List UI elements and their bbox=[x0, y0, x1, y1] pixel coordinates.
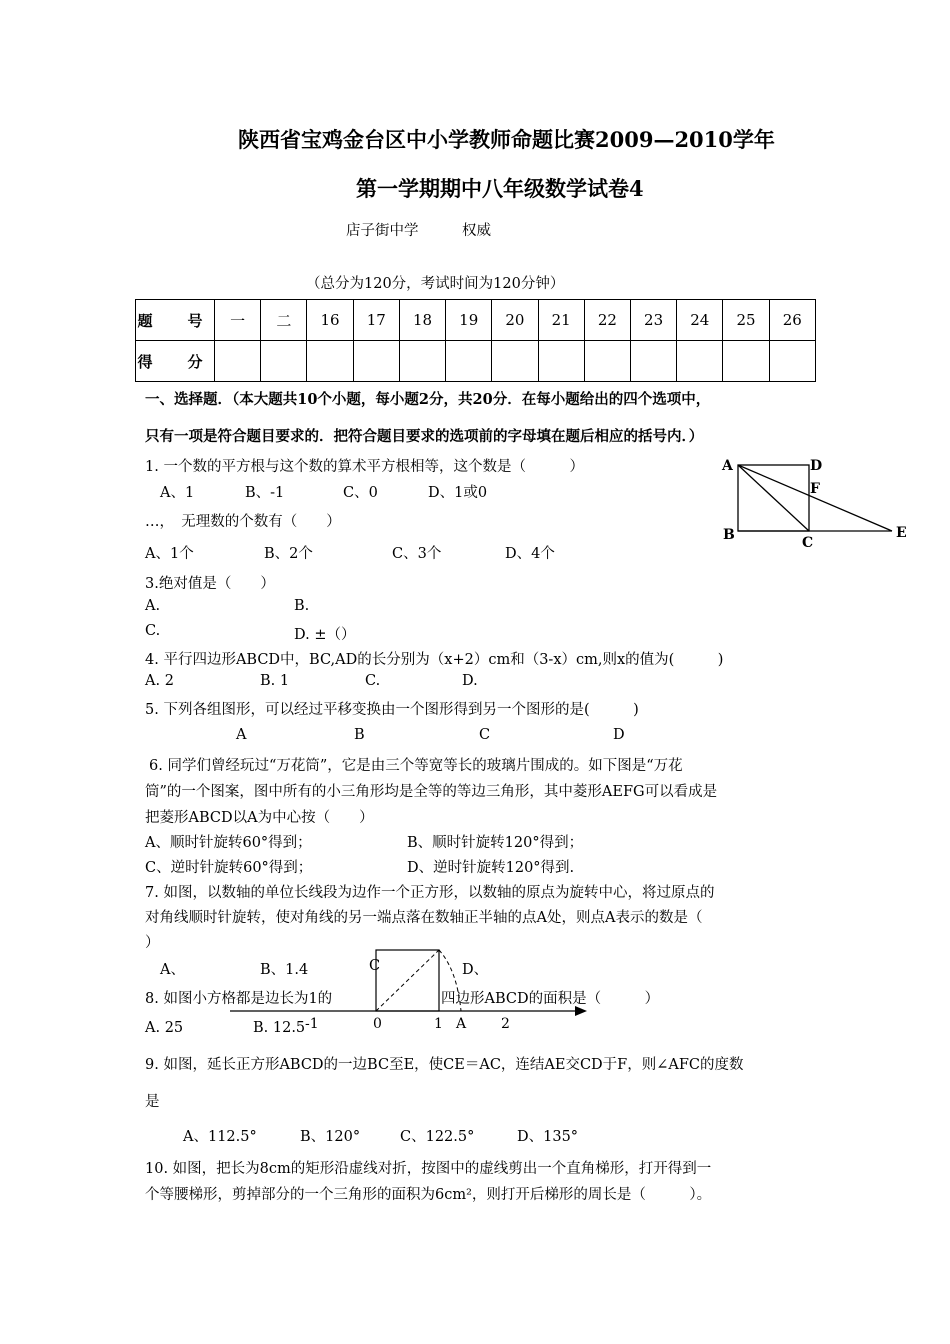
col-2: 二 bbox=[261, 300, 307, 341]
q8-stem-right: 四边形ABCD的面积是（ ） bbox=[441, 991, 660, 1007]
q2-option-b: B、2个 bbox=[264, 546, 313, 562]
q3-option-b: B. bbox=[294, 598, 310, 614]
row-label-question: 题 号 bbox=[136, 300, 215, 341]
section1-line2: 只有一项是符合题目要求的．把符合题目要求的选项前的字母填在题后相应的括号内．） bbox=[145, 428, 704, 445]
label-d: D bbox=[810, 458, 823, 474]
score-cell[interactable] bbox=[723, 341, 769, 382]
q7-line2: 对角线顺时针旋转，使对角线的另一端点落在数轴正半轴的点A处，则点A表示的数是（ bbox=[145, 910, 703, 926]
col-1: 一 bbox=[215, 300, 261, 341]
q5-option-a: A bbox=[236, 727, 247, 743]
q6-option-a: A、顺时针旋转60°得到； bbox=[145, 835, 312, 851]
q2-option-a: A、1个 bbox=[145, 546, 194, 562]
score-cell[interactable] bbox=[492, 341, 538, 382]
q7-option-a: A、 bbox=[160, 962, 185, 978]
square-extension-figure bbox=[720, 455, 920, 555]
author-name: 权威 bbox=[462, 223, 491, 239]
q5-option-c: C bbox=[479, 727, 491, 743]
row-label-score: 得 分 bbox=[136, 341, 215, 382]
label-b: B bbox=[723, 527, 735, 543]
tick-label-2: 2 bbox=[501, 1016, 510, 1032]
col-10: 23 bbox=[630, 300, 676, 341]
label-e: E bbox=[896, 525, 907, 541]
q2-option-d: D、4个 bbox=[505, 546, 555, 562]
label-f: F bbox=[810, 481, 820, 497]
q2-option-c: C、3个 bbox=[392, 546, 442, 562]
tick-label-a: A bbox=[456, 1016, 467, 1032]
score-table-header-row bbox=[136, 300, 816, 341]
score-table-score-row bbox=[136, 341, 816, 382]
q4-stem: 4. 平行四边形ABCD中，BC,AD的长分别为（x+2）cm和（3-x）cm,则x的值为( ) bbox=[145, 652, 724, 668]
q4-option-c: C. bbox=[365, 673, 381, 689]
label-c: C bbox=[802, 535, 814, 551]
col-9: 22 bbox=[584, 300, 630, 341]
square-diagonal bbox=[376, 950, 439, 1011]
q8-option-b: B. 12.5 bbox=[253, 1020, 306, 1036]
q6-line3: 把菱形ABCD以A为中心按（ ） bbox=[145, 810, 374, 826]
col-11: 24 bbox=[677, 300, 723, 341]
col-4: 17 bbox=[353, 300, 399, 341]
score-cell[interactable] bbox=[399, 341, 445, 382]
score-cell[interactable] bbox=[353, 341, 399, 382]
col-13: 26 bbox=[769, 300, 815, 341]
score-cell[interactable] bbox=[446, 341, 492, 382]
q6-option-c: C、逆时针旋转60°得到； bbox=[145, 860, 313, 876]
q7-option-c: C bbox=[369, 958, 381, 974]
q9-option-c: C、122.5° bbox=[400, 1129, 475, 1145]
score-cell[interactable] bbox=[261, 341, 307, 382]
score-cell[interactable] bbox=[584, 341, 630, 382]
q9-line2: 是 bbox=[145, 1094, 160, 1110]
score-cell[interactable] bbox=[215, 341, 261, 382]
q3-option-a: A. bbox=[145, 598, 161, 614]
q6-line1: 6. 同学们曾经玩过“万花筒”，它是由三个等宽等长的玻璃片围成的。如下图是“万花 bbox=[149, 758, 683, 774]
q9-option-b: B、120° bbox=[300, 1129, 361, 1145]
q2-stem: …， 无理数的个数有（ ） bbox=[145, 514, 341, 530]
q1-stem: 1. 一个数的平方根与这个数的算术平方根相等，这个数是（ ） bbox=[145, 459, 584, 475]
title-line-1: 陕西省宝鸡金台区中小学教师命题比赛2009—2010学年 bbox=[238, 127, 775, 152]
q1-option-c: C、0 bbox=[343, 485, 378, 501]
q3-stem: 3.绝对值是（ ） bbox=[145, 576, 275, 592]
q8-stem-left: 8. 如图小方格都是边长为1的 bbox=[145, 991, 333, 1007]
q5-option-d: D bbox=[613, 727, 625, 743]
col-8: 21 bbox=[538, 300, 584, 341]
score-cell[interactable] bbox=[538, 341, 584, 382]
q7-line1: 7. 如图，以数轴的单位长线段为边作一个正方形，以数轴的原点为旋转中心，将过原点的 bbox=[145, 885, 715, 901]
q1-option-d: D、1或0 bbox=[428, 485, 488, 501]
rotation-arc bbox=[439, 950, 461, 1011]
q6-option-d: D、逆时针旋转120°得到. bbox=[407, 860, 575, 876]
q3-option-d: D. ±（） bbox=[294, 627, 356, 643]
q7-option-b: B、1.4 bbox=[260, 962, 309, 978]
score-cell[interactable] bbox=[307, 341, 353, 382]
q1-option-b: B、-1 bbox=[245, 485, 285, 501]
q6-option-b: B、顺时针旋转120°得到； bbox=[407, 835, 584, 851]
axis-arrow-icon bbox=[575, 1006, 587, 1016]
col-5: 18 bbox=[399, 300, 445, 341]
q9-option-d: D、135° bbox=[517, 1129, 579, 1145]
tick-label-0: 0 bbox=[373, 1016, 382, 1032]
q3-option-c: C. bbox=[145, 623, 161, 639]
score-cell[interactable] bbox=[677, 341, 723, 382]
section1-line1: 一、选择题．（本大题共10个小题，每小题2分，共20分．在每小题给出的四个选项中， bbox=[145, 391, 711, 408]
col-12: 25 bbox=[723, 300, 769, 341]
tick-label-1: 1 bbox=[434, 1016, 443, 1032]
q5-stem: 5. 下列各组图形，可以经过平移变换由一个图形得到另一个图形的是( ) bbox=[145, 702, 639, 718]
title-line-2: 第一学期期中八年级数学试卷4 bbox=[356, 176, 644, 201]
q4-option-a: A. 2 bbox=[145, 673, 174, 689]
q10-line1: 10. 如图，把长为8cm的矩形沿虚线对折，按图中的虚线剪出一个直角梯形，打开得到一 bbox=[145, 1161, 712, 1177]
col-6: 19 bbox=[446, 300, 492, 341]
score-cell[interactable] bbox=[769, 341, 815, 382]
q8-option-a: A. 25 bbox=[145, 1020, 184, 1036]
tick-label-minus-1: -1 bbox=[305, 1016, 319, 1032]
q1-option-a: A、1 bbox=[160, 485, 195, 501]
q4-option-b: B. 1 bbox=[260, 673, 290, 689]
q5-option-b: B bbox=[354, 727, 365, 743]
col-7: 20 bbox=[492, 300, 538, 341]
school-name: 店子街中学 bbox=[346, 223, 419, 239]
q6-line2: 筒”的一个图案，图中所有的小三角形均是全等的等边三角形，其中菱形AEFG可以看成是 bbox=[145, 784, 718, 800]
score-table bbox=[135, 299, 816, 382]
q4-option-d: D. bbox=[462, 673, 478, 689]
q9-option-a: A、112.5° bbox=[183, 1129, 257, 1145]
col-3: 16 bbox=[307, 300, 353, 341]
q7-line3: ） bbox=[145, 935, 160, 951]
label-a: A bbox=[722, 458, 733, 474]
q9-line1: 9. 如图，延长正方形ABCD的一边BC至E，使CE＝AC，连结AE交CD于F，则∠AFC的度数 bbox=[145, 1057, 744, 1073]
q7-option-d: D、 bbox=[462, 962, 489, 978]
line-ae bbox=[738, 465, 892, 531]
exam-note: （总分为120分，考试时间为120分钟） bbox=[306, 276, 565, 292]
number-line-figure bbox=[225, 950, 595, 1030]
q10-line2: 个等腰梯形，剪掉部分的一个三角形的面积为6cm²，则打开后梯形的周长是（ ）。 bbox=[145, 1187, 712, 1203]
score-cell[interactable] bbox=[630, 341, 676, 382]
diagonal-ac bbox=[738, 465, 809, 531]
